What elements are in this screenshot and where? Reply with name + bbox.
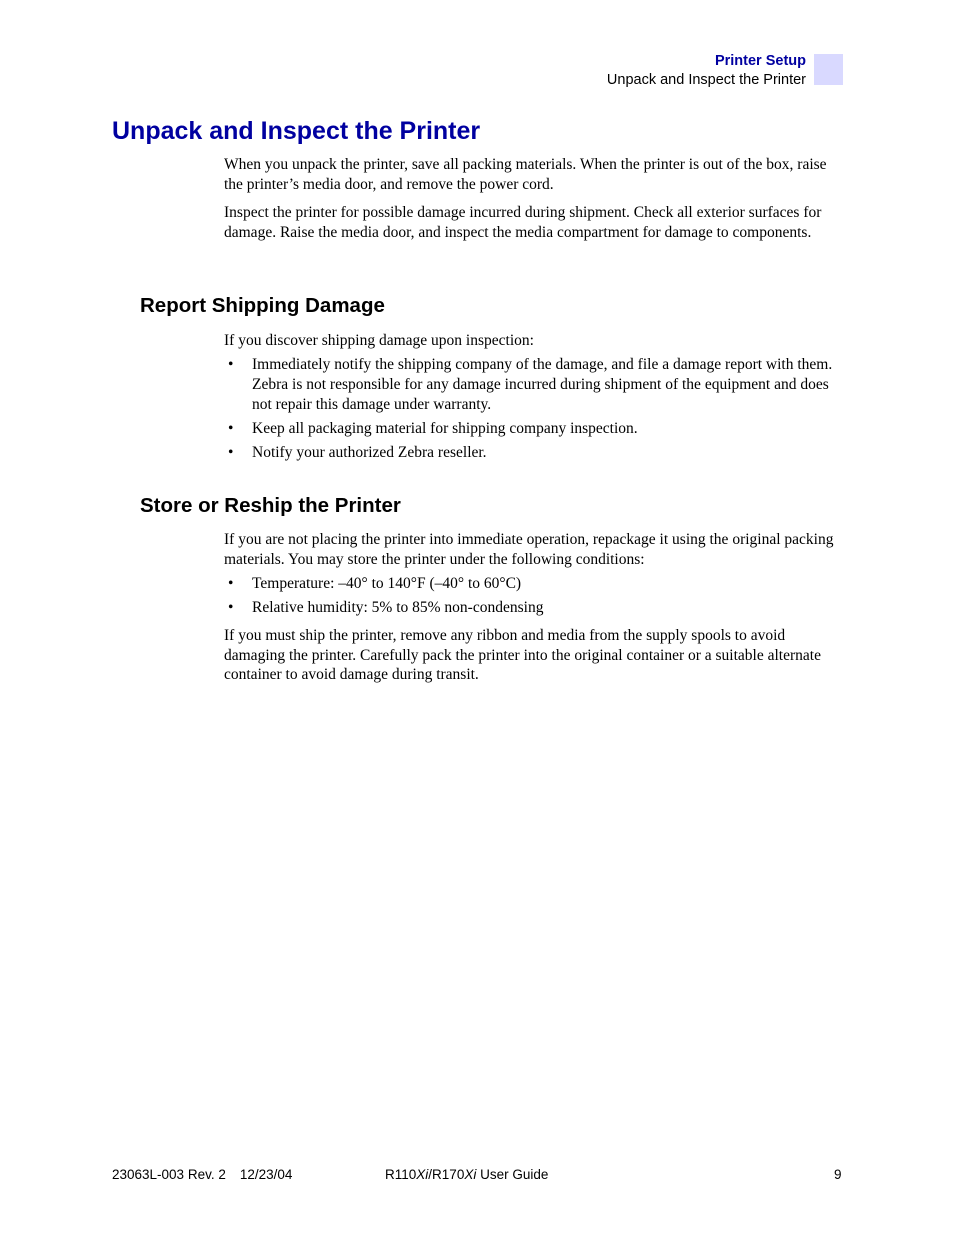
bullet-icon: • [228, 574, 234, 592]
list-item-text: Keep all packaging material for shipping company inspection. [252, 419, 638, 437]
bullet-icon: • [228, 444, 234, 462]
storage-conditions-list [224, 574, 844, 618]
list-item-text: Temperature: –40° to 140°F (–40° to 60°C) [252, 574, 522, 592]
intro-section [224, 155, 844, 251]
guide-title-part: User Guide [476, 1167, 549, 1182]
list-item [224, 574, 844, 594]
list-item [224, 419, 844, 439]
list-item-text: Notify your authorized Zebra reseller. [252, 444, 487, 462]
guide-title-part: Xi [464, 1167, 477, 1182]
report-damage-section [224, 331, 844, 471]
footer-doc-info [112, 1166, 292, 1184]
store-reship-section [224, 530, 844, 693]
footer-guide-title [385, 1166, 548, 1184]
list-item [224, 443, 844, 463]
store-reship-heading: Store or Reship the Printer [140, 494, 401, 517]
list-item-text: Immediately notify the shipping company of the damage, and file a damage report with them. Zebra is not responsible for any damage incurred during shipment of the equipment and does not repair this damage under warranty. [252, 356, 833, 413]
store-reship-lead: If you are not placing the printer into immediate operation, repackage it using the original packing materials. You may store the printer under the following conditions: [224, 531, 834, 568]
chapter-tab-marker [814, 54, 843, 85]
header-subsection-title: Unpack and Inspect the Printer [606, 72, 806, 88]
report-damage-heading: Report Shipping Damage [140, 294, 385, 317]
intro-paragraph: When you unpack the printer, save all packing materials. When the printer is out of the box, raise the printer’s media door, and remove the power cord. [224, 156, 827, 193]
guide-title-part: R110 [385, 1167, 417, 1182]
guide-title-part: /R170 [428, 1167, 465, 1182]
bullet-icon: • [228, 599, 234, 617]
footer-date: 12/23/04 [239, 1167, 293, 1182]
bullet-icon: • [228, 419, 234, 437]
page-number: 9 [834, 1167, 842, 1182]
page-title: Unpack and Inspect the Printer [112, 117, 481, 145]
list-item [224, 355, 844, 414]
intro-paragraph: Inspect the printer for possible damage incurred during shipment. Check all exterior surfaces for damage. Raise the media door, and inspect the media compartment for damage to components. [224, 203, 822, 241]
report-damage-list [224, 355, 844, 463]
store-reship-closing: If you must ship the printer, remove any ribbon and media from the supply spools to avoid damaging the printer. Carefully pack the printer into the original container or a suitable alternate container to avoid damage during transit. [224, 626, 821, 684]
bullet-icon: • [228, 356, 234, 374]
running-header [607, 52, 806, 90]
footer-doc-number: 23063L-003 Rev. 2 [112, 1167, 226, 1182]
header-section-title: Printer Setup [714, 53, 806, 69]
list-item-text: Relative humidity: 5% to 85% non-condensing [252, 599, 544, 617]
list-item [224, 598, 844, 618]
report-damage-lead: If you discover shipping damage upon inspection: [224, 332, 534, 349]
guide-title-part: Xi [416, 1167, 429, 1182]
